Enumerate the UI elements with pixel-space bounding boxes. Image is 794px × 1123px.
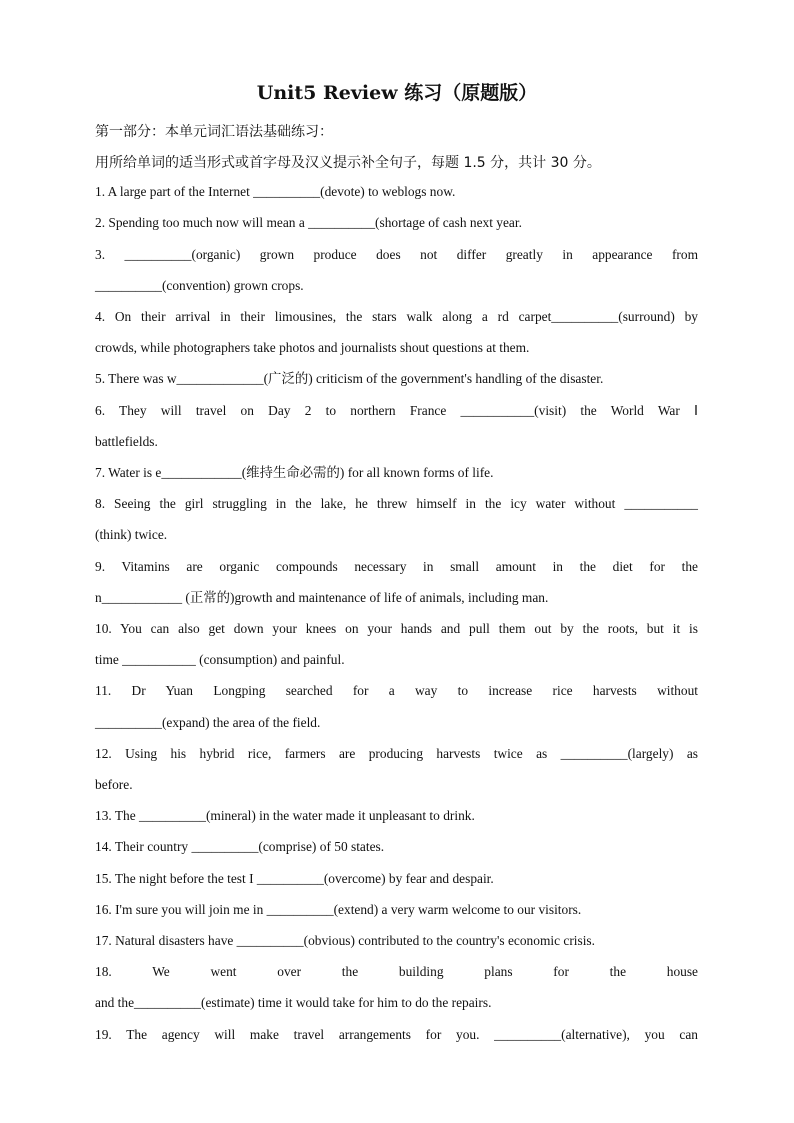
instructions: 用所给单词的适当形式或首字母及汉义提示补全句子，每题 1.5 分，共计 30 分。 (95, 155, 601, 171)
question-line-8a: 8. Seeing the girl struggling in the lake, he threw himself in the icy water without ___________ (95, 496, 698, 511)
section-heading: 第一部分：本单元词汇语法基础练习： (95, 124, 333, 140)
question-line-18b: and the__________(estimate) time it would take for him to do the repairs. (95, 995, 492, 1010)
question-line-7: 7. Water is e____________(维持生命必需的) for all known forms of life. (95, 465, 494, 480)
question-line-11a: 11. Dr Yuan Longping searched for a way to increase rice harvests without (95, 683, 698, 698)
question-line-1: 1. A large part of the Internet __________(devote) to weblogs now. (95, 184, 456, 199)
question-line-6b: battlefields. (95, 434, 158, 449)
question-line-3a: 3. __________(organic) grown produce does not differ greatly in appearance from (95, 247, 698, 262)
question-line-10a: 10. You can also get down your knees on your hands and pull them out by the roots, but it is (95, 621, 698, 636)
question-line-15: 15. The night before the test I __________(overcome) by fear and despair. (95, 871, 494, 886)
question-line-9b: n____________ (正常的)growth and maintenance of life of animals, including man. (95, 590, 549, 605)
question-line-19: 19. The agency will make travel arrangements for you. __________(alternative), you can (95, 1027, 698, 1042)
page-title: Unit5 Review 练习（原题版） (256, 82, 538, 104)
question-line-10b: time ___________ (consumption) and painful. (95, 652, 345, 667)
question-line-5: 5. There was w_____________(广泛的) criticism of the government's handling of the disaster. (95, 371, 604, 386)
question-line-11b: __________(expand) the area of the field. (95, 715, 321, 730)
question-line-4a: 4. On their arrival in their limousines, the stars walk along a rd carpet__________(surround) by (95, 309, 698, 324)
question-line-8b: (think) twice. (95, 527, 168, 542)
question-line-16: 16. I'm sure you will join me in __________(extend) a very warm welcome to our visitors. (95, 902, 582, 917)
question-line-18a: 18. We went over the building plans for the house (95, 964, 698, 979)
question-line-3b: __________(convention) grown crops. (95, 278, 304, 293)
question-line-4b: crowds, while photographers take photos and journalists shout questions at them. (95, 340, 530, 355)
question-line-9a: 9. Vitamins are organic compounds necessary in small amount in the diet for the (95, 559, 698, 574)
question-line-12a: 12. Using his hybrid rice, farmers are producing harvests twice as __________(largely) as (95, 746, 698, 761)
question-line-6a: 6. They will travel on Day 2 to northern France ___________(visit) the World War Ⅰ (95, 403, 698, 418)
question-line-2: 2. Spending too much now will mean a __________(shortage of cash next year. (95, 215, 522, 230)
question-line-12b: before. (95, 777, 133, 792)
question-line-14: 14. Their country __________(comprise) of 50 states. (95, 839, 385, 854)
question-line-17: 17. Natural disasters have __________(obvious) contributed to the country's economic crisis. (95, 933, 595, 948)
question-line-13: 13. The __________(mineral) in the water made it unpleasant to drink. (95, 808, 475, 823)
